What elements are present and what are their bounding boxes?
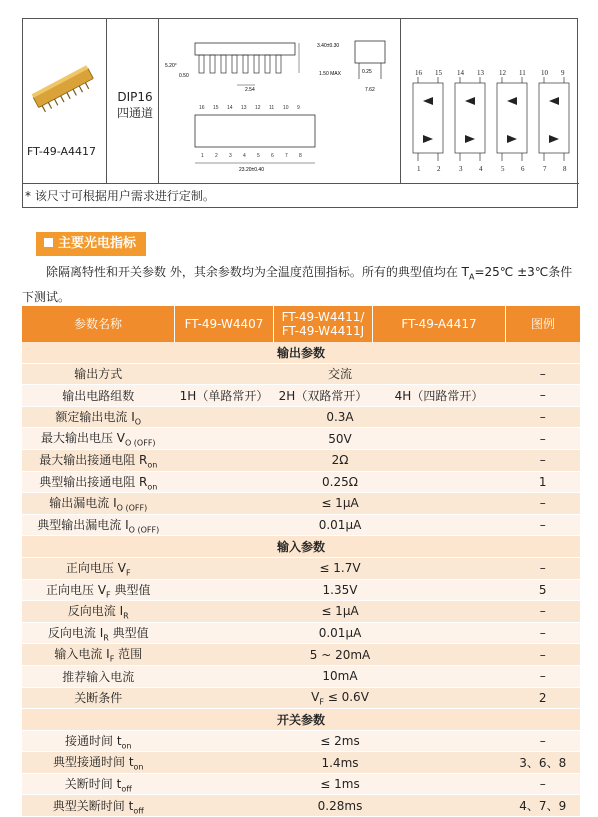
table-row (22, 795, 580, 817)
param-name (22, 471, 175, 493)
group-title: 输出参数 (22, 342, 580, 363)
table-row (22, 363, 580, 385)
param-value-text: 0.3A (326, 410, 354, 425)
top-pin-10: 10 (283, 105, 289, 111)
param-name (22, 428, 175, 450)
param-value: 1H（单路常开） (175, 385, 274, 407)
param-value (175, 363, 506, 385)
param-value-text: ≤ 1ms (320, 777, 360, 792)
param-value (175, 795, 506, 817)
group-header-row (22, 536, 580, 558)
figure-ref: – (506, 428, 581, 450)
schem-pin-11: 11 (519, 69, 526, 77)
table-row (22, 622, 580, 644)
param-value-text: 交流 (327, 367, 352, 382)
param-name-text: 典型关断时间 t (52, 798, 134, 813)
figure-ref: 5 (506, 579, 581, 601)
schem-pin-6: 6 (521, 165, 525, 173)
schem-pin-7: 7 (543, 165, 547, 173)
figure-ref: – (506, 449, 581, 471)
figure-ref: – (506, 385, 581, 407)
param-name-subscript: O (OFF) (116, 503, 148, 513)
top-pin-14: 14 (227, 105, 233, 111)
figure-ref: – (506, 773, 581, 795)
param-value-text: 0.25Ω (322, 474, 358, 489)
table-header-row (22, 306, 580, 342)
param-name (22, 385, 175, 407)
table-row (22, 557, 580, 579)
table-row (22, 687, 580, 709)
header-a4417: FT-49-A4417 (373, 306, 506, 342)
param-name (22, 773, 175, 795)
param-value-text: $V_F \le 0.6V$ (311, 689, 369, 706)
top-pin-12: 12 (255, 105, 261, 111)
figure-ref: – (506, 622, 581, 644)
dim-angle: 5.20° (165, 63, 177, 69)
param-value (175, 471, 506, 493)
chip-photo-cell (23, 19, 107, 183)
param-value (175, 752, 506, 774)
table-row (22, 385, 580, 407)
param-value: 2H（双路常开） (274, 385, 373, 407)
param-name-subscript: O (OFF) (124, 438, 156, 448)
param-name-subscript: F (125, 568, 131, 578)
figure-ref: – (506, 665, 581, 687)
header-param-name: 参数名称 (22, 306, 175, 342)
pinout-schematic-cell (401, 19, 577, 183)
section-heading (36, 232, 146, 256)
package-info (115, 89, 155, 121)
schem-pin-2: 2 (437, 165, 441, 173)
figure-ref: – (506, 493, 581, 515)
param-value-text: ≤ 1.7V (319, 561, 361, 576)
intro-sub: A (468, 272, 475, 282)
table-row (22, 493, 580, 515)
top-pin-9: 9 (297, 105, 300, 111)
group-title: 输入参数 (22, 536, 580, 558)
param-name-text: 最大输出电压 V (40, 431, 125, 446)
figure-ref: – (506, 514, 581, 536)
param-name-text: 额定输出电流 I (55, 409, 135, 424)
dim-width: 7.62 (365, 87, 375, 93)
table-row (22, 428, 580, 450)
package-type: DIP16 (117, 90, 153, 104)
param-name-text: 典型输出接通电阻 R (39, 474, 148, 489)
intro-paragraph (22, 262, 582, 307)
param-name (22, 579, 175, 601)
param-name-text: 关断条件 (74, 691, 123, 706)
param-name-text: 正向电压 V (46, 582, 107, 597)
table-row (22, 752, 580, 774)
schem-pin-5: 5 (501, 165, 505, 173)
param-name-subscript: R (123, 611, 129, 621)
param-name-suffix: 典型值 (108, 625, 149, 640)
param-value (175, 493, 506, 515)
param-value-text: 0.28ms (317, 798, 363, 813)
bottom-pin-8: 8 (299, 153, 302, 159)
intro-text-after: =25℃ ±3℃条件下测试。 (22, 265, 573, 305)
param-value-text: 50V (328, 431, 352, 446)
dim-max: 1.50 MAX (319, 71, 341, 77)
param-value (175, 622, 506, 644)
param-name-subscript: off (121, 784, 132, 794)
param-name (22, 557, 175, 579)
intro-text-before: 除隔离特性和开关参数 外，其余参数均为全温度范围指标。所有的典型值均在 T (46, 265, 469, 279)
table-row (22, 406, 580, 428)
table-row (22, 449, 580, 471)
schem-pin-1: 1 (417, 165, 421, 173)
param-name (22, 493, 175, 515)
param-name-text: 正向电压 V (65, 561, 126, 576)
parameter-table (22, 306, 580, 817)
param-name-subscript: on (121, 741, 132, 751)
group-title: 开关参数 (22, 709, 580, 731)
table-row (22, 665, 580, 687)
channel-count: 四通道 (116, 106, 153, 120)
param-name-text: 推荐输入电流 (62, 669, 135, 684)
param-value (175, 644, 506, 666)
param-value (175, 687, 506, 709)
top-pin-11: 11 (269, 105, 275, 111)
figure-ref: 2 (506, 687, 581, 709)
param-value-text: 1.4ms (321, 755, 359, 770)
param-value-text: ≤ 2ms (320, 733, 360, 748)
figure-ref: 4、7、9 (506, 795, 581, 817)
param-value-text: 0.01μA (318, 518, 362, 533)
bottom-pin-1: 1 (201, 153, 204, 159)
top-pin-15: 15 (213, 105, 219, 111)
table-row (22, 601, 580, 623)
param-value (175, 730, 506, 752)
param-value-text: 1.35V (322, 582, 358, 597)
bottom-pin-2: 2 (215, 153, 218, 159)
param-value-text: 2Ω (331, 453, 349, 468)
param-name-text: 反向电流 I (47, 625, 104, 640)
param-name (22, 363, 175, 385)
param-name (22, 795, 175, 817)
param-value (175, 449, 506, 471)
param-name-subscript: F (106, 590, 111, 600)
param-name-text: 接通时间 t (65, 733, 122, 748)
group-header-row (22, 709, 580, 731)
header-w4407: FT-49-W4407 (175, 306, 274, 342)
param-value (175, 579, 506, 601)
section-heading-text: 主要光电指标 (58, 236, 137, 251)
dim-pitch: 2.54 (245, 87, 255, 93)
param-name-subscript: F (109, 654, 115, 664)
table-row (22, 773, 580, 795)
chip-image (23, 19, 107, 139)
figure-ref: – (506, 557, 581, 579)
param-name-text: 最大输出接通电阻 R (39, 453, 148, 468)
schem-pin-8: 8 (563, 165, 567, 173)
header-figure: 图例 (506, 306, 581, 342)
param-value (175, 557, 506, 579)
param-name-subscript: R (103, 633, 109, 643)
param-name-text: 输出方式 (74, 367, 123, 382)
bottom-pin-3: 3 (229, 153, 232, 159)
product-box (22, 18, 578, 208)
param-name-subscript: on (147, 482, 158, 492)
param-name-suffix: 典型值 (110, 582, 151, 597)
param-value (175, 406, 506, 428)
param-value (175, 428, 506, 450)
param-name (22, 622, 175, 644)
table-row (22, 579, 580, 601)
dim-thickness: 0.25 (362, 69, 372, 75)
figure-ref: – (506, 644, 581, 666)
param-value-text: 10mA (322, 669, 358, 684)
schem-pin-9: 9 (561, 69, 565, 77)
top-pin-16: 16 (199, 105, 205, 111)
param-name (22, 449, 175, 471)
table-row (22, 514, 580, 536)
figure-ref: – (506, 730, 581, 752)
figure-ref: 1 (506, 471, 581, 493)
param-name-text: 反向电流 I (67, 604, 124, 619)
param-name (22, 514, 175, 536)
param-value: 4H（四路常开） (373, 385, 506, 407)
param-name-text: 输出漏电流 I (49, 496, 117, 511)
param-name (22, 730, 175, 752)
schem-pin-14: 14 (457, 69, 464, 77)
group-header-row (22, 342, 580, 363)
pinout-schematic (401, 19, 577, 183)
schem-pin-10: 10 (541, 69, 548, 77)
param-value-text: ≤ 1μA (321, 496, 359, 511)
param-name (22, 406, 175, 428)
param-value (175, 601, 506, 623)
param-value-text: 0.01μA (318, 626, 362, 641)
dim-height: 3.40±0.30 (317, 43, 340, 49)
table-body (22, 342, 580, 817)
schem-pin-13: 13 (477, 69, 484, 77)
square-icon (44, 238, 53, 247)
schem-pin-15: 15 (435, 69, 442, 77)
schem-pin-4: 4 (479, 165, 483, 173)
package-cell (107, 19, 159, 183)
param-name (22, 601, 175, 623)
param-name-subscript: O (134, 417, 142, 427)
param-name (22, 665, 175, 687)
schem-pin-12: 12 (499, 69, 506, 77)
dimension-drawing (159, 19, 401, 183)
table-row (22, 471, 580, 493)
dimension-drawing-cell (159, 19, 401, 183)
param-name-subscript: O (OFF) (128, 525, 160, 535)
param-name-text: 典型输出漏电流 I (37, 517, 129, 532)
param-value (175, 773, 506, 795)
bottom-pin-4: 4 (243, 153, 246, 159)
header-w4411: FT-49-W4411/ FT-49-W4411J (274, 306, 373, 342)
param-name-text: 输入电流 I (54, 647, 110, 662)
bottom-pin-7: 7 (285, 153, 288, 159)
dim-lead: 0.50 (179, 73, 189, 79)
param-name-subscript: off (133, 805, 144, 815)
param-name-text: 关断时间 t (64, 776, 122, 791)
param-name-subscript: on (133, 762, 144, 772)
schem-pin-16: 16 (415, 69, 422, 77)
figure-ref: 3、6、8 (506, 752, 581, 774)
table-row (22, 644, 580, 666)
param-name-suffix: 范围 (114, 647, 143, 662)
param-value-text: 5 ~ 20mA (309, 647, 371, 662)
param-value (175, 514, 506, 536)
bottom-pin-5: 5 (257, 153, 260, 159)
param-name-text: 输出电路组数 (62, 388, 135, 403)
table-row (22, 730, 580, 752)
param-name-subscript: on (147, 460, 158, 470)
dim-length: 23.20±0.40 (239, 167, 264, 173)
model-label: FT-49-A4417 (27, 145, 97, 158)
param-name-text: 典型接通时间 t (53, 755, 134, 770)
figure-ref: – (506, 601, 581, 623)
top-pin-13: 13 (241, 105, 247, 111)
figure-ref: – (506, 406, 581, 428)
param-name (22, 752, 175, 774)
bottom-pin-6: 6 (271, 153, 274, 159)
figure-ref: – (506, 363, 581, 385)
param-value-text: ≤ 1μA (321, 604, 359, 619)
param-value (175, 665, 506, 687)
customization-note: * 该尺寸可根据用户需求进行定制。 (23, 183, 579, 208)
schem-pin-3: 3 (459, 165, 463, 173)
param-name (22, 687, 175, 709)
param-name (22, 644, 175, 666)
